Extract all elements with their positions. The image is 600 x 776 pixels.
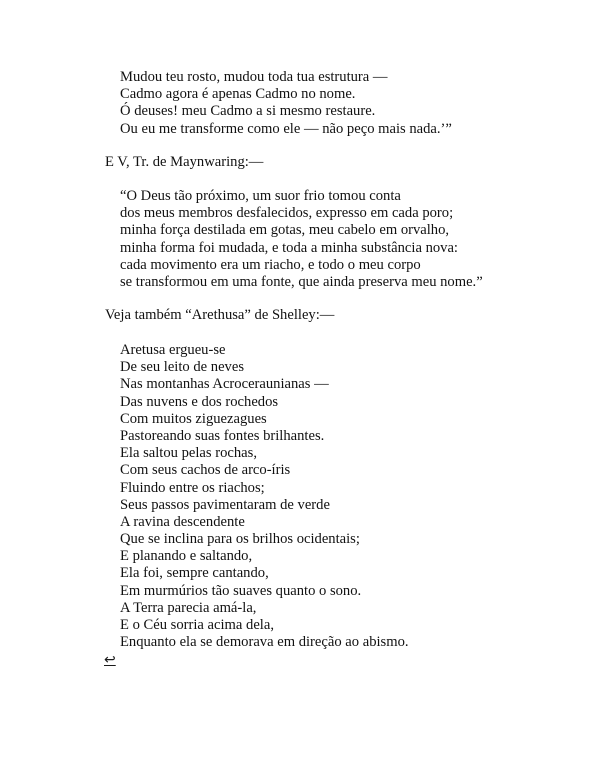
verse-line: Ela foi, sempre cantando, (120, 565, 269, 582)
verse-stanza-arethusa (120, 342, 409, 651)
verse-line: Com muitos ziguezagues (120, 410, 267, 427)
verse-line: minha força destilada em gotas, meu cabelo em orvalho, (120, 222, 450, 239)
verse-line: De seu leito de neves (120, 359, 245, 376)
verse-stanza-maynwaring (120, 188, 483, 291)
verse-line: dos meus membros desfalecidos, expresso em cada poro; (120, 205, 454, 222)
verse-line: Ó deuses! meu Cadmo a si mesmo restaure. (120, 103, 376, 120)
verse-line: Ou eu me transforme como ele — não peço mais nada.’” (120, 120, 452, 137)
verse-line: Fluindo entre os riachos; (120, 479, 265, 496)
verse-line: Seus passos pavimentaram de verde (120, 496, 330, 513)
translation-intro: E V, Tr. de Maynwaring:— (105, 154, 264, 170)
verse-line: cada movimento era um riacho, e todo o meu corpo (120, 256, 421, 273)
verse-line: A ravina descendente (120, 513, 245, 530)
verse-line: A Terra parecia amá-la, (120, 599, 257, 616)
verse-line: Que se inclina para os brilhos ocidentais; (120, 531, 360, 548)
verse-line: E o Céu sorria acima dela, (120, 617, 274, 633)
verse-line: Em murmúrios tão suaves quanto o sono. (120, 582, 362, 599)
shelley-intro: Veja também “Arethusa” de Shelley:— (105, 307, 335, 323)
verse-line: Cadmo agora é apenas Cadmo no nome. (120, 86, 356, 103)
verse-line: Das nuvens e dos rochedos (120, 393, 279, 410)
verse-line: Com seus cachos de arco-íris (120, 462, 291, 479)
verse-line: E planando e saltando, (120, 548, 253, 565)
verse-line: Pastoreando suas fontes brilhantes. (120, 427, 325, 444)
verse-line: Enquanto ela se demorava em direção ao abismo. (120, 634, 409, 651)
verse-line: Nas montanhas Acroceraunianas — (120, 376, 329, 393)
footnote-backlink-icon[interactable]: ↩ (104, 652, 116, 668)
verse-line: minha forma foi mudada, e toda a minha substância nova: (120, 239, 458, 256)
verse-line: Ela saltou pelas rochas, (120, 445, 257, 462)
verse-line: “O Deus tão próximo, um suor frio tomou conta (120, 188, 401, 204)
verse-stanza-cadmus (120, 69, 452, 138)
verse-line: Aretusa ergueu-se (120, 342, 226, 358)
verse-line: se transformou em uma fonte, que ainda preserva meu nome.” (120, 273, 483, 290)
verse-line: Mudou teu rosto, mudou toda tua estrutura — (120, 69, 388, 85)
